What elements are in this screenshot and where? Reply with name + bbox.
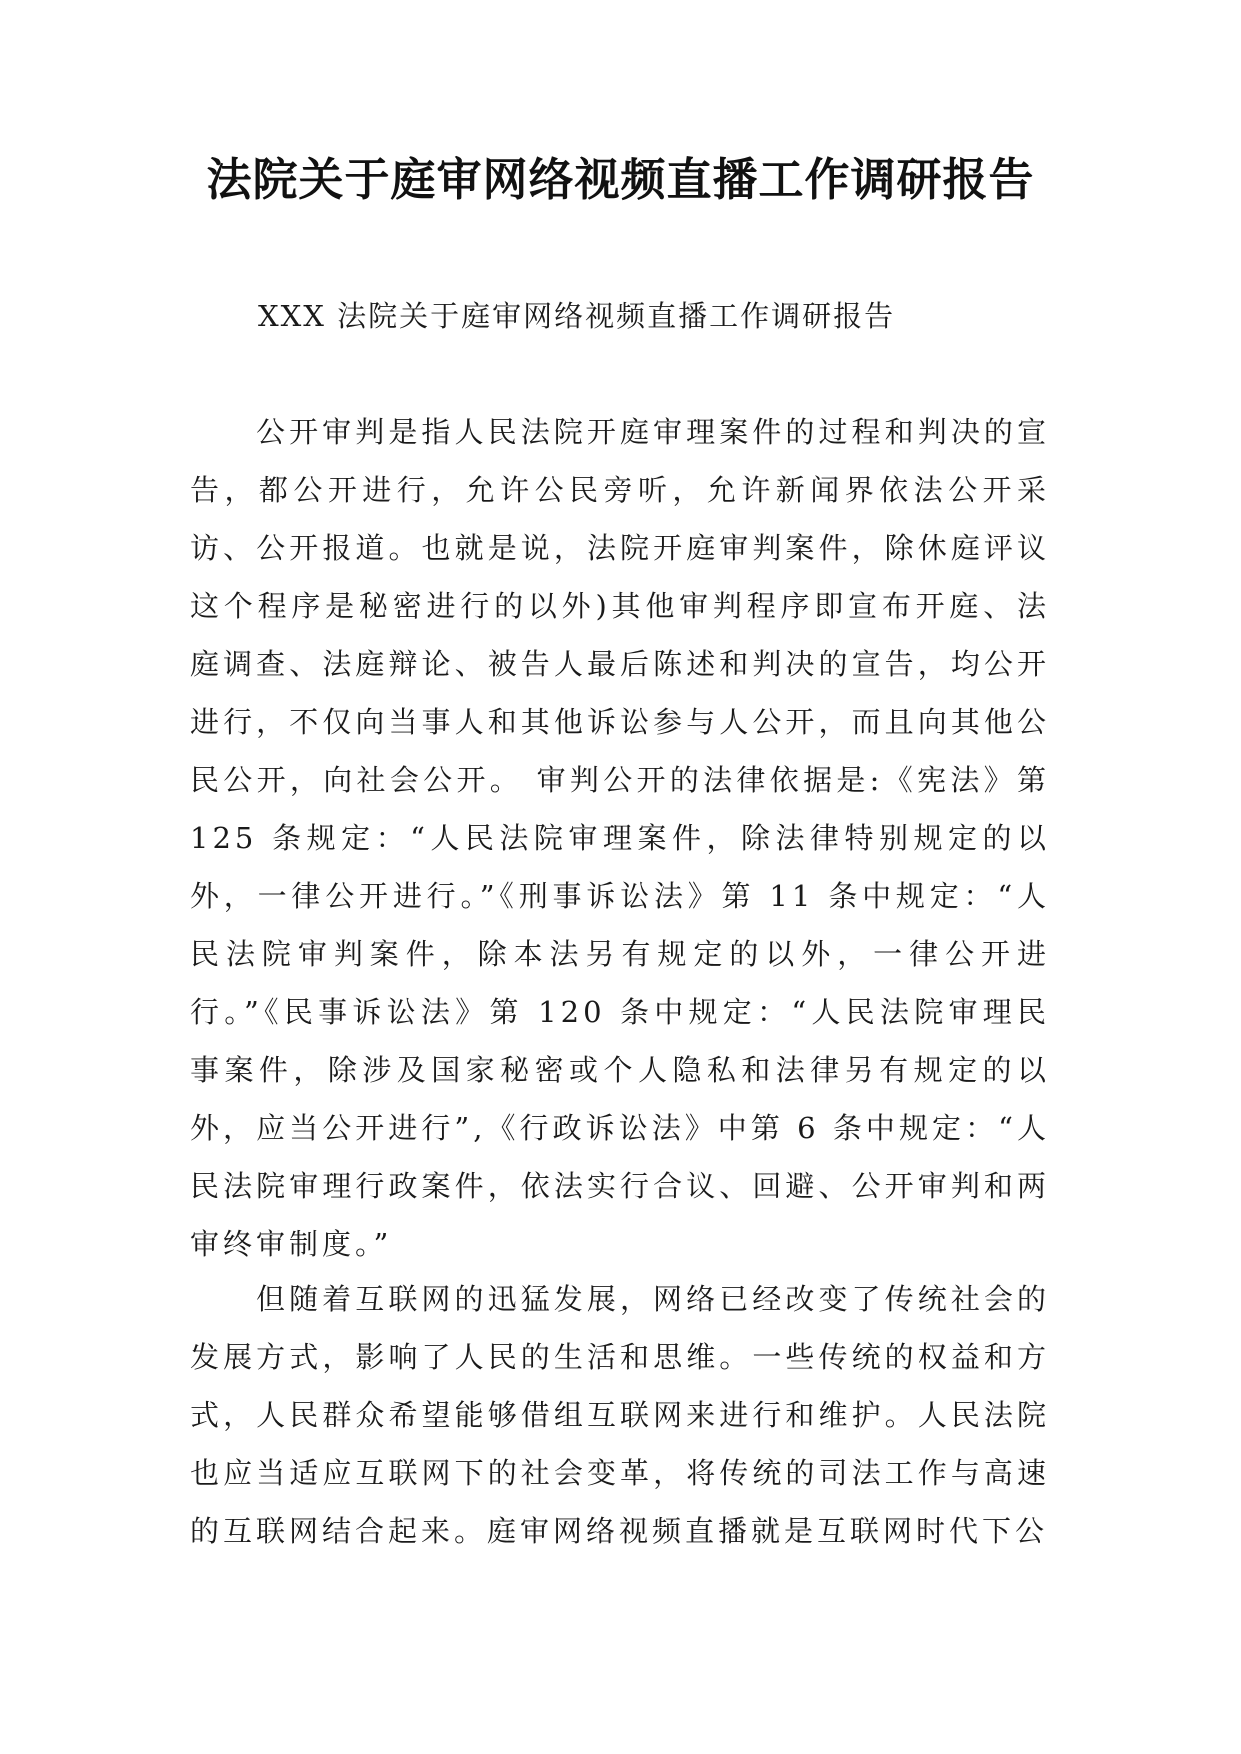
body-paragraph: 但随着互联网的迅猛发展，网络已经改变了传统社会的发展方式，影响了人民的生活和思维。一些传统的权益和方式，人民群众希望能够借组互联网来进行和维护。人民法院也应当适应互联网下的社会变革，将传统的司法工作与高速的互联网结合起来。庭审网络视频直播就是互联网时代下公 — [190, 1282, 1050, 1548]
document-subtitle: XXX 法院关于庭审网络视频直播工作调研报告 — [258, 299, 896, 333]
document-title: 法院关于庭审网络视频直播工作调研报告 — [206, 153, 1035, 206]
body-paragraph: 公开审判是指人民法院开庭审理案件的过程和判决的宣告，都公开进行，允许公民旁听，允许新闻界依法公开采访、公开报道。也就是说，法院开庭审判案件，除休庭评议这个程序是秘密进行的以外)其他审判程序即宣布开庭、法庭调查、法庭辩论、被告人最后陈述和判决的宣告，均公开进行，不仅向当事人和其他诉讼参与人公开，而且向其他公民公开，向社会公开。 审判公开的法律依据是:《宪法》第125 条规定：“人民法院审理案件，除法律特别规定的以外，一律公开进行。”《刑事诉讼法》第 11 条中规定：“人民法院审判案件，除本法另有规定的以外，一律公开进行。”《民事诉讼法》第 120 条中规定：“人民法院审理民事案件，除涉及国家秘密或个人隐私和法律另有规定的以外，应当公开进行”,《行政诉讼法》中第 6 条中规定：“人民法院审理行政案件，依法实行合议、回避、公开审判和两审终审制度。” — [190, 415, 1050, 1261]
